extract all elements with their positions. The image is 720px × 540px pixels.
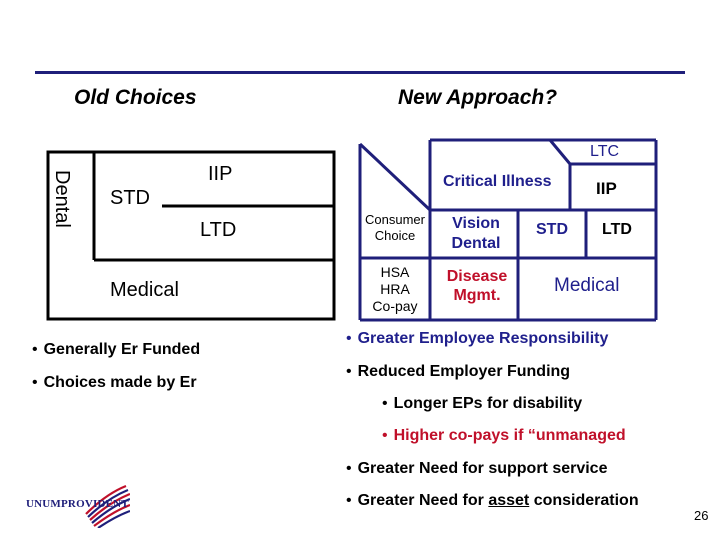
old-medical-label: Medical xyxy=(110,279,179,301)
disease-mgmt-label xyxy=(434,267,520,305)
new-bullet-1 xyxy=(346,330,608,348)
consumer-choice-label xyxy=(362,212,428,244)
new-subbullet-2-text: Higher co-pays if “unmanaged xyxy=(393,427,626,444)
bullet-dot: • xyxy=(382,427,388,444)
new-ltd-label: LTD xyxy=(602,221,632,238)
hra-line: HRA xyxy=(380,281,410,297)
vision-dental-label xyxy=(436,214,516,254)
bullet-dot: • xyxy=(32,341,38,358)
new-subbullet-1 xyxy=(382,395,582,413)
new-bullet-4-underlined: asset xyxy=(488,492,530,509)
ltc-label: LTC xyxy=(590,143,620,160)
disease-line: Disease xyxy=(446,268,508,285)
old-choices-heading: Old Choices xyxy=(74,86,197,109)
bullet-dot: • xyxy=(346,330,352,347)
bullet-dot: • xyxy=(346,363,352,380)
new-bullet-2 xyxy=(346,363,570,381)
new-bullet-4 xyxy=(346,492,639,510)
mgmt-line: Mgmt. xyxy=(453,287,501,304)
dental-label: Dental xyxy=(51,170,73,228)
hsa-line: HSA xyxy=(380,264,410,280)
new-subbullet-2 xyxy=(382,427,626,445)
bullet-dot: • xyxy=(346,460,352,477)
new-subbullet-1-text: Longer EPs for disability xyxy=(393,395,583,412)
old-iip-label: IIP xyxy=(208,163,233,185)
new-bullet-1-text: Greater Employee Responsibility xyxy=(357,330,609,347)
old-bullet-1 xyxy=(32,341,200,359)
unumprovident-logo xyxy=(26,484,130,528)
old-bullet-2-text: Choices made by Er xyxy=(43,374,197,391)
bullet-dot: • xyxy=(32,374,38,391)
dental-line: Dental xyxy=(451,235,501,252)
old-std-label: STD xyxy=(110,187,150,209)
bullet-dot: • xyxy=(346,492,352,509)
new-iip-label: IIP xyxy=(596,179,617,198)
old-ltd-label: LTD xyxy=(200,219,237,241)
new-approach-heading: New Approach? xyxy=(398,86,558,109)
new-bullet-3-text: Greater Need for support service xyxy=(357,460,608,477)
new-bullet-4-prefix: Greater Need for xyxy=(357,492,489,509)
new-bullet-4-suffix: consideration xyxy=(529,492,639,509)
new-medical-label: Medical xyxy=(554,275,620,296)
old-bullet-1-text: Generally Er Funded xyxy=(43,341,201,358)
new-bullet-2-text: Reduced Employer Funding xyxy=(357,363,571,380)
critical-illness-label: Critical Illness xyxy=(443,173,552,190)
bullet-dot: • xyxy=(382,395,388,412)
vision-line: Vision xyxy=(452,215,500,232)
old-bullet-2 xyxy=(32,374,197,392)
choice-line: Choice xyxy=(374,228,416,243)
new-std-label: STD xyxy=(536,221,568,238)
page-number: 26 xyxy=(694,508,709,523)
hsa-hra-copay-label xyxy=(362,264,428,315)
copay-line: Co-pay xyxy=(372,298,418,314)
logo-text: UNUMPROVIDENT xyxy=(26,498,129,510)
consumer-line: Consumer xyxy=(365,212,425,227)
new-bullet-3 xyxy=(346,460,607,478)
